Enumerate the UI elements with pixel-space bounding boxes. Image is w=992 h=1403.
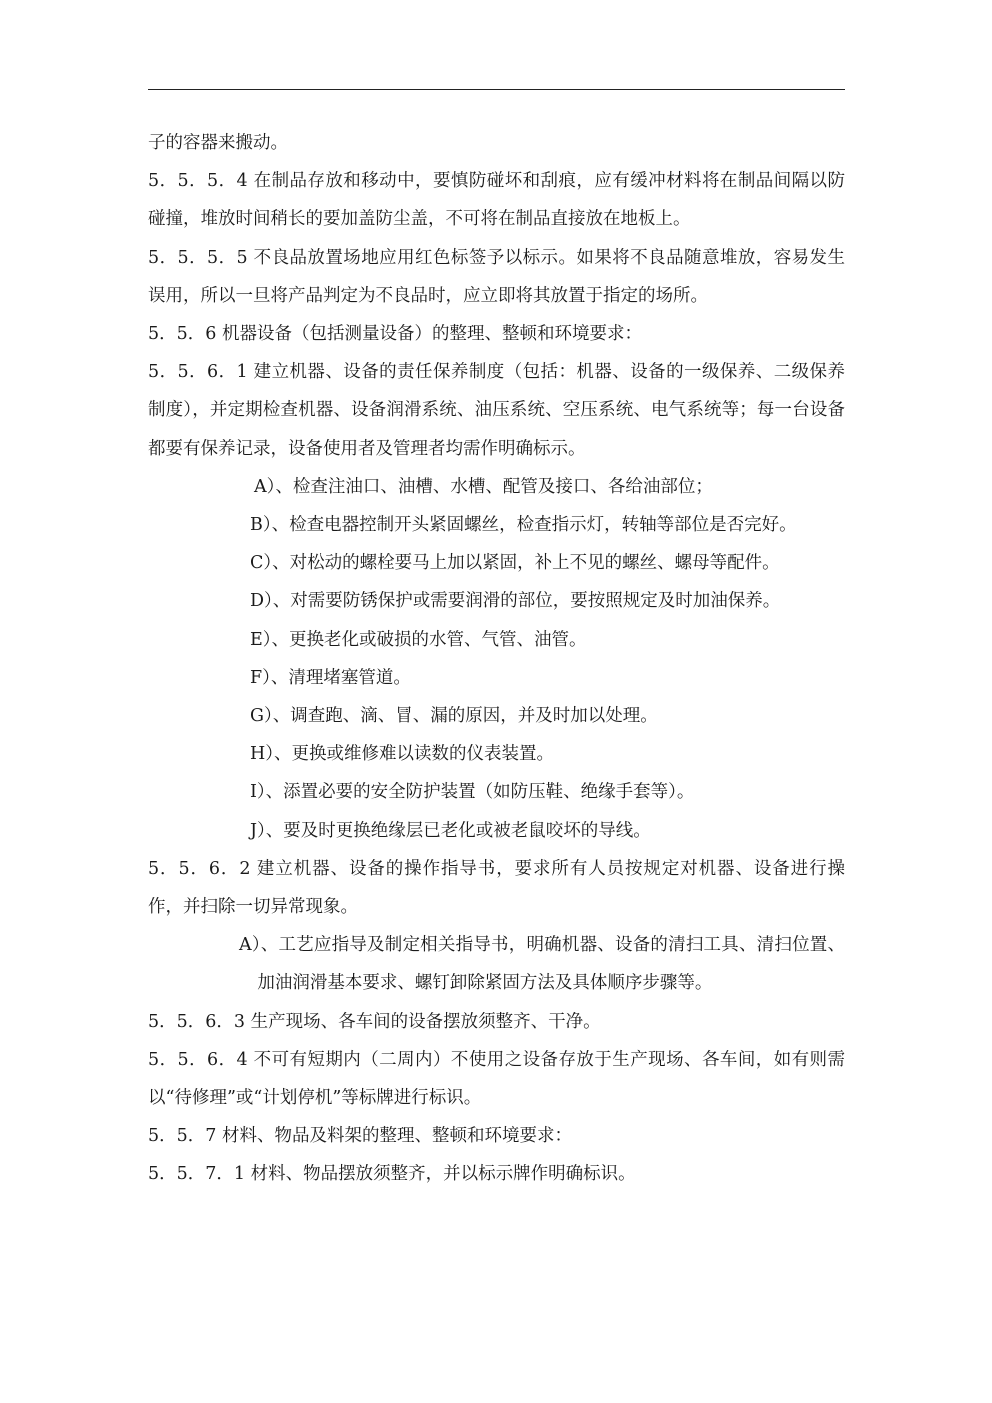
document-body xyxy=(148,124,845,1194)
list-item: D）、对需要防锈保护或需要润滑的部位，要按照规定及时加油保养。 xyxy=(250,591,781,612)
paragraph: 5．5．6．3 生产现场、各车间的设备摆放须整齐、干净。 xyxy=(148,1011,601,1032)
list-item: E）、更换老化或破损的水管、气管、油管。 xyxy=(250,629,587,650)
operation-guide-list xyxy=(148,926,845,1002)
paragraph: 5．5．7．1 材料、物品摆放须整齐，并以标示牌作明确标识。 xyxy=(148,1164,636,1185)
list-item: I）、添置必要的安全防护装置（如防压鞋、绝缘手套等）。 xyxy=(250,782,695,803)
paragraph: 子的容器来搬动。 xyxy=(148,133,288,153)
list-item: B）、检查电器控制开头紧固螺丝，检查指示灯，转轴等部位是否完好。 xyxy=(250,515,797,536)
paragraph: 5．5．5．4 在制品存放和移动中，要慎防碰坏和刮痕，应有缓冲材料将在制品间隔以防碰撞，堆放时间稍长的要加盖防尘盖，不可将在制品直接放在地板上。 xyxy=(148,171,845,230)
paragraph: 5．5．6．1 建立机器、设备的责任保养制度（包括：机器、设备的一级保养、二级保养制度），并定期检查机器、设备润滑系统、油压系统、空压系统、电气系统等；每一台设备都要有保养记录，设备使用者及管理者均需作明确标示。 xyxy=(148,362,845,459)
paragraph: 5．5．6．2 建立机器、设备的操作指导书，要求所有人员按规定对机器、设备进行操作，并扫除一切异常现象。 xyxy=(148,858,845,918)
maintenance-checklist xyxy=(148,468,845,850)
list-item: J）、要及时更换绝缘层已老化或被老鼠咬坏的导线。 xyxy=(250,820,651,841)
paragraph: 5．5．6．4 不可有短期内（二周内）不使用之设备存放于生产现场、各车间，如有则需以“待修理”或“计划停机”等标牌进行标识。 xyxy=(148,1049,845,1109)
section-heading: 5．5．6 机器设备（包括测量设备）的整理、整顿和环境要求： xyxy=(148,324,642,345)
paragraph: 5．5．5．5 不良品放置场地应用红色标签予以标示。如果将不良品随意堆放，容易发生误用，所以一旦将产品判定为不良品时，应立即将其放置于指定的场所。 xyxy=(148,247,845,306)
list-item: A）、工艺应指导及制定相关指导书，明确机器、设备的清扫工具、清扫位置、加油润滑基本要求、螺钉卸除紧固方法及具体顺序步骤等。 xyxy=(239,935,845,994)
header-rule xyxy=(148,89,845,90)
list-item: F）、清理堵塞管道。 xyxy=(250,667,411,688)
list-item: G）、调查跑、滴、冒、漏的原因，并及时加以处理。 xyxy=(250,706,658,727)
list-item: A）、检查注油口、油槽、水槽、配管及接口、各给油部位； xyxy=(254,476,713,497)
section-heading: 5．5．7 材料、物品及料架的整理、整顿和环境要求： xyxy=(148,1126,572,1147)
list-item: C）、对松动的螺栓要马上加以紧固，补上不见的螺丝、螺母等配件。 xyxy=(250,553,780,574)
list-item: H）、更换或维修难以读数的仪表装置。 xyxy=(250,744,555,765)
